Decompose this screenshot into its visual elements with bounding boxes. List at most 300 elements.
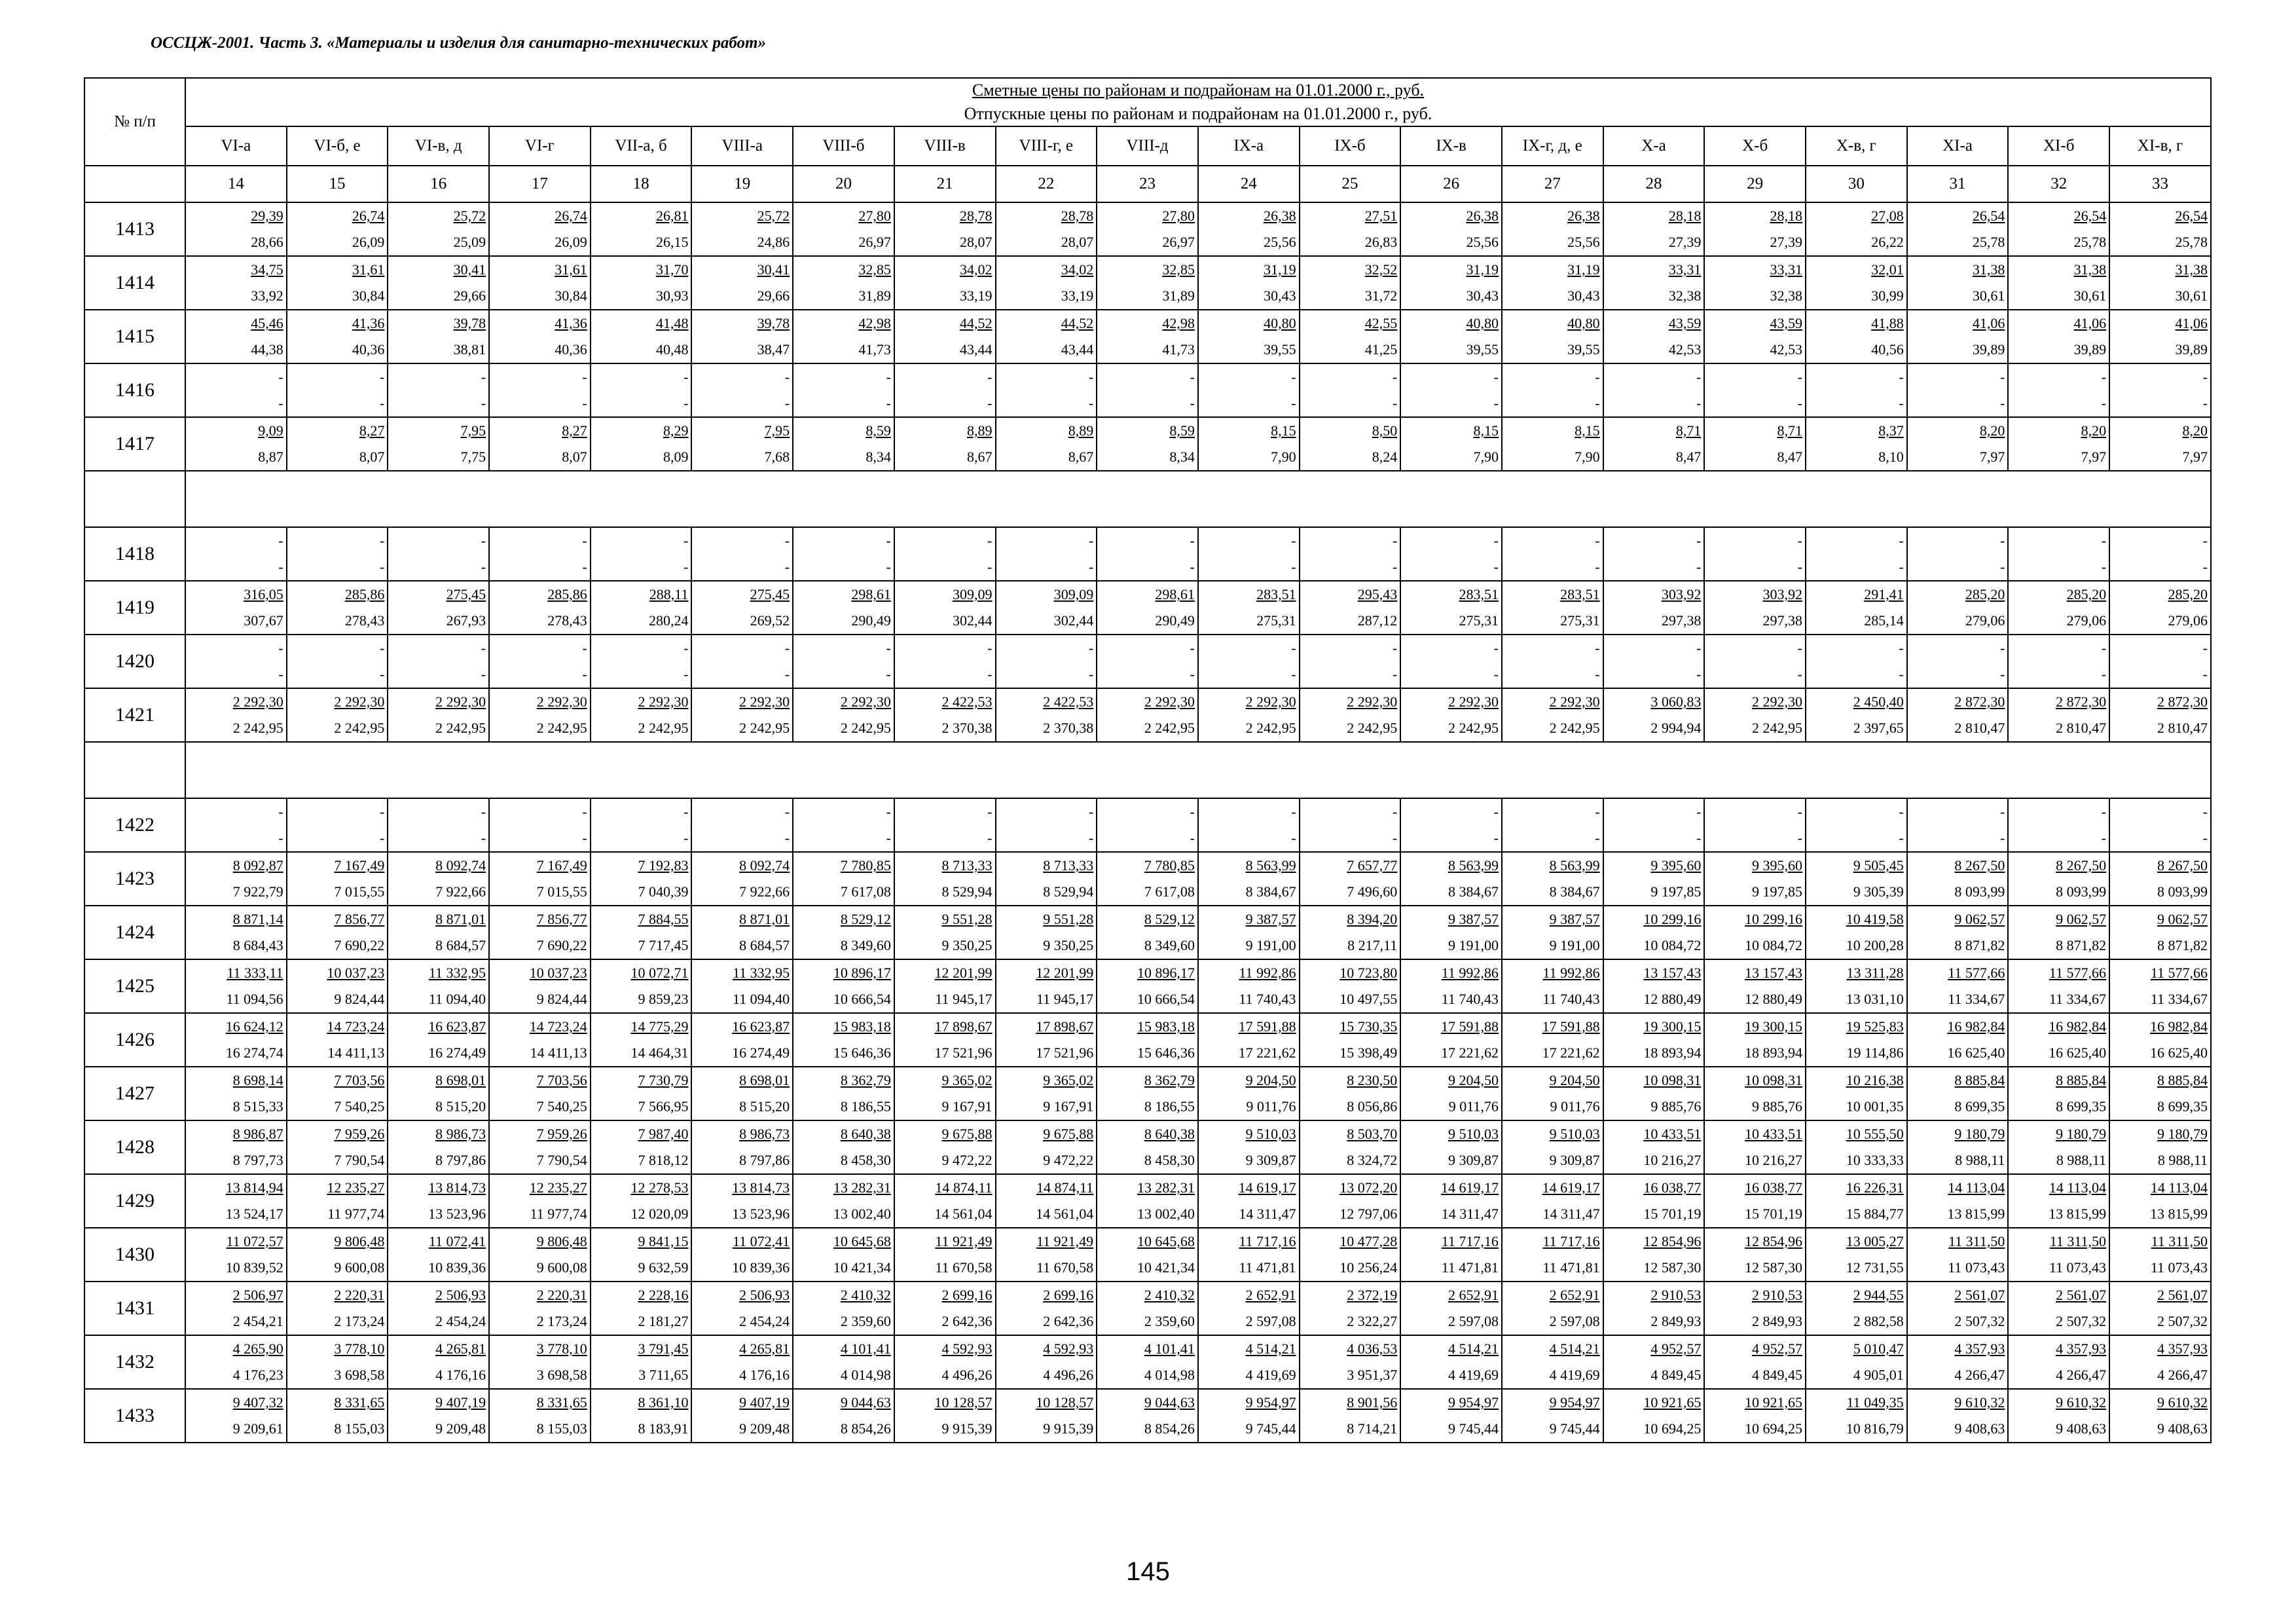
price-cell [2008,1120,2109,1174]
release-price: 9 011,76 [1550,1098,1600,1115]
estimated-price: 9 062,57 [2056,911,2107,927]
price-cell [691,1120,793,1174]
release-price: 9 885,76 [1752,1098,1802,1115]
price-cell [591,688,692,742]
price-cell [1097,906,1198,959]
price-cell [388,1335,489,1389]
empty-price-mark: - [1797,559,1802,575]
release-price: 25,56 [1466,234,1499,250]
release-price: 43,44 [1061,341,1094,358]
release-price: 302,44 [1053,612,1094,629]
release-price: 29,66 [453,287,486,304]
price-cell [1300,202,1401,256]
price-cell [996,363,1097,417]
empty-price-mark: - [278,395,283,411]
release-price: 16 274,74 [225,1044,283,1061]
estimated-price: 2 220,31 [334,1287,385,1303]
release-price: 8 871,82 [2157,937,2208,953]
estimated-price: 7 192,83 [638,857,689,874]
row-number: 1413 [84,202,185,256]
estimated-price: 2 292,30 [1347,693,1398,710]
release-price: 11 073,43 [2150,1259,2208,1276]
estimated-price: 8,71 [1777,422,1802,439]
table-row [84,363,2211,417]
estimated-price: 7,95 [764,422,790,439]
empty-price-mark: - [1493,830,1499,846]
release-price: 7 617,08 [840,883,891,900]
release-price: 279,06 [1965,612,2005,629]
estimated-price: 8,20 [2081,422,2107,439]
release-price: 25,78 [2073,234,2107,250]
price-cell [287,688,388,742]
release-price: 8 093,99 [1954,883,2005,900]
estimated-price: 2 652,91 [1549,1287,1600,1303]
estimated-price: 26,38 [1264,208,1296,224]
release-price: 8,47 [1777,449,1802,465]
release-price: 2 454,24 [739,1313,790,1329]
estimated-price: 309,09 [1053,586,1094,602]
release-price: 11 471,81 [1441,1259,1499,1276]
row-number: 1424 [84,906,185,959]
price-cell [1806,581,1907,635]
estimated-price: 42,98 [858,315,891,331]
estimated-price: 11 577,66 [1948,965,2005,981]
price-cell [1400,635,1502,688]
release-price: 7 690,22 [536,937,587,953]
price-cell [2109,1335,2211,1389]
price-cell [1097,527,1198,581]
price-cell [1704,310,1806,363]
table-row [84,906,2211,959]
estimated-price: 30,41 [757,261,790,278]
table-row [84,1335,2211,1389]
release-price: 32,38 [1770,287,1802,304]
release-price: 290,49 [851,612,891,629]
price-cell [185,256,287,310]
empty-price-mark: - [2101,803,2107,820]
release-price: 25,09 [453,234,486,250]
estimated-price: 10 128,57 [934,1394,993,1411]
price-cell [1400,906,1502,959]
release-price: 11 334,67 [2049,991,2107,1007]
estimated-price: 41,06 [2073,315,2107,331]
price-cell [793,1228,894,1282]
price-cell [489,798,591,852]
price-cell [1400,310,1502,363]
spacer-cell [84,742,185,798]
empty-price-mark: - [481,830,486,846]
empty-price-mark: - [1190,559,1195,575]
release-price: 8 217,11 [1347,937,1398,953]
estimated-price: 8 871,14 [232,911,283,927]
estimated-price: 13 005,27 [1846,1233,1904,1249]
empty-price-mark: - [1696,640,1702,656]
release-price: 3 698,58 [334,1367,385,1383]
release-price: 2 173,24 [536,1313,587,1329]
price-cell [894,1013,996,1067]
release-price: 11 094,40 [732,991,790,1007]
release-price: 13 002,40 [833,1206,891,1222]
release-price: 8 384,67 [1448,883,1499,900]
release-price: 9 305,39 [1853,883,1904,900]
estimated-price: 26,54 [2175,208,2208,224]
release-price: 8,67 [967,449,993,465]
price-cell [691,527,793,581]
empty-price-mark: - [1392,803,1398,820]
estimated-price: 31,19 [1466,261,1499,278]
price-cell [996,1335,1097,1389]
empty-price-mark: - [683,666,689,682]
release-price: 8 529,94 [941,883,993,900]
price-cell [2008,1335,2109,1389]
empty-price-mark: - [1190,803,1195,820]
release-price: 8,10 [1878,449,1904,465]
price-cell [1300,1389,1401,1443]
release-price: 13 002,40 [1137,1206,1195,1222]
estimated-price: 4 514,21 [1448,1340,1499,1357]
estimated-price: 9 551,28 [1043,911,1094,927]
release-price: 8 699,35 [2056,1098,2107,1115]
estimated-price: 9 510,03 [1448,1126,1499,1142]
release-price: 269,52 [750,612,790,629]
release-price: 13 524,17 [225,1206,283,1222]
empty-price-mark: - [2000,369,2005,385]
estimated-price: 9 841,15 [638,1233,689,1249]
price-cell [1907,202,2009,256]
release-price: 11 740,43 [1441,991,1499,1007]
price-cell [185,363,287,417]
price-cell [1704,959,1806,1013]
price-cell [996,798,1097,852]
column-number: 29 [1704,166,1806,202]
region-header: IX-б [1300,126,1401,166]
empty-price-mark: - [1392,369,1398,385]
estimated-price: 27,51 [1364,208,1398,224]
estimated-price: 44,52 [960,315,993,331]
estimated-price: 275,45 [446,586,486,602]
estimated-price: 316,05 [244,586,283,602]
empty-price-mark: - [1797,830,1802,846]
price-cell [591,202,692,256]
empty-price-mark: - [582,559,587,575]
release-price: 15 646,36 [1137,1044,1195,1061]
price-cell [1806,363,1907,417]
estimated-price: 8 267,50 [2157,857,2208,874]
table-row [84,798,2211,852]
price-cell [591,635,692,688]
estimated-price: 7,95 [460,422,486,439]
estimated-price: 11 072,57 [226,1233,283,1249]
price-cell [1097,202,1198,256]
region-header-row [84,126,2211,166]
empty-price-mark: - [1392,640,1398,656]
estimated-price: 8,50 [1372,422,1398,439]
table-row [84,1282,2211,1335]
empty-price-mark: - [2202,666,2208,682]
price-cell [489,1120,591,1174]
price-cell [1806,959,1907,1013]
price-cell [1300,1282,1401,1335]
estimated-price: 285,86 [344,586,385,602]
empty-price-mark: - [2000,640,2005,656]
release-price: 8 458,30 [1144,1152,1195,1168]
price-cell [996,635,1097,688]
price-cell [388,1282,489,1335]
release-price: 12 587,30 [1643,1259,1702,1276]
price-cell [996,1120,1097,1174]
estimated-price: 283,51 [1256,586,1296,602]
estimated-price: 14 619,17 [1440,1179,1499,1196]
price-cell [1400,852,1502,906]
empty-price-mark: - [987,559,993,575]
estimated-price: 32,01 [1871,261,1904,278]
price-cell [287,906,388,959]
estimated-price: 13 072,20 [1339,1179,1398,1196]
release-price: 12 731,55 [1846,1259,1904,1276]
release-price: 2 242,95 [1347,720,1398,736]
price-cell [1704,635,1806,688]
price-cell [1097,256,1198,310]
empty-price-mark: - [278,369,283,385]
estimated-price: 27,80 [1162,208,1195,224]
estimated-price: 9 044,63 [1144,1394,1195,1411]
estimated-price: 2 292,30 [1245,693,1296,710]
release-price: 2 322,27 [1347,1313,1398,1329]
release-price: 8 699,35 [2157,1098,2208,1115]
empty-price-mark: - [683,640,689,656]
empty-price-mark: - [1595,830,1600,846]
table-body [84,202,2211,1443]
estimated-price: 8 885,84 [2056,1072,2107,1088]
price-cell [691,1013,793,1067]
row-number: 1431 [84,1282,185,1335]
release-price: 2 242,95 [638,720,689,736]
price-cell [691,310,793,363]
estimated-price: 8,20 [1979,422,2005,439]
estimated-price: 2 506,93 [435,1287,486,1303]
estimated-price: 8,15 [1575,422,1600,439]
release-price: 10 839,36 [428,1259,486,1276]
table-row [84,635,2211,688]
empty-price-mark: - [481,395,486,411]
empty-price-mark: - [1595,803,1600,820]
price-cell [1502,635,1603,688]
estimated-price: 2 292,30 [1549,693,1600,710]
price-cell [2109,581,2211,635]
price-cell [1400,1389,1502,1443]
estimated-price: 16 623,87 [428,1018,486,1035]
price-cell [185,1389,287,1443]
estimated-price: 9 954,97 [1245,1394,1296,1411]
price-cell [591,852,692,906]
estimated-price: 8 362,79 [840,1072,891,1088]
estimated-price: 13 311,28 [1846,965,1904,981]
release-price: 9 745,44 [1245,1420,1296,1437]
estimated-price: 14 113,04 [1948,1179,2005,1196]
release-price: 10 694,25 [1745,1420,1802,1437]
document-header: ОССЦЖ-2001. Часть 3. «Материалы и изделия для санитарно-технических работ» [151,34,766,52]
price-cell [1907,256,2009,310]
price-cell [1603,1228,1705,1282]
release-price: 12 880,49 [1745,991,1802,1007]
price-cell [388,1120,489,1174]
release-price: 2 994,94 [1650,720,1702,736]
estimated-price: 9 204,50 [1549,1072,1600,1088]
empty-price-mark: - [1088,369,1094,385]
release-price: 11 073,43 [2049,1259,2107,1276]
estimated-price: 12 278,53 [630,1179,689,1196]
empty-price-mark: - [784,395,790,411]
price-cell [793,310,894,363]
price-cell [1806,527,1907,581]
empty-price-mark: - [683,532,689,549]
estimated-price: 7 780,85 [840,857,891,874]
price-cell [388,906,489,959]
row-number: 1418 [84,527,185,581]
price-cell [1502,363,1603,417]
release-price: 28,07 [960,234,993,250]
empty-price-mark: - [1190,666,1195,682]
price-cell [1097,1335,1198,1389]
release-price: 2 242,95 [232,720,283,736]
estimated-price: 10 921,65 [1643,1394,1702,1411]
release-price: 14 411,13 [327,1044,385,1061]
empty-price-mark: - [2000,666,2005,682]
price-cell [1502,1013,1603,1067]
price-cell [1502,202,1603,256]
price-cell [185,906,287,959]
price-cell [1198,310,1300,363]
estimated-price: 13 157,43 [1643,965,1702,981]
region-header: VI-г [489,126,591,166]
price-cell [894,798,996,852]
price-cell [1603,1013,1705,1067]
release-price: 8 155,03 [536,1420,587,1437]
price-cell [793,1282,894,1335]
release-price: 39,55 [1567,341,1600,358]
price-cell [1097,1120,1198,1174]
release-price: 41,73 [1162,341,1195,358]
price-cell [1097,1228,1198,1282]
estimated-price: 11 333,11 [227,965,283,981]
estimated-price: 14 775,29 [630,1018,689,1035]
estimated-prices-title: Сметные цены по районам и подрайонам на 01.01.2000 г., руб. [972,81,1425,100]
estimated-price: 8 563,99 [1245,857,1296,874]
empty-price-mark: - [784,369,790,385]
release-price: 275,31 [1459,612,1499,629]
price-cell [1097,581,1198,635]
release-price: 33,19 [960,287,993,304]
estimated-price: 11 717,16 [1441,1233,1499,1249]
price-cell [591,1120,692,1174]
empty-price-mark: - [2101,532,2107,549]
estimated-price: 12 201,99 [934,965,993,981]
price-cell [2109,363,2211,417]
estimated-price: 4 265,81 [739,1340,790,1357]
price-cell [1907,688,2009,742]
release-price: 17 221,62 [1542,1044,1600,1061]
estimated-price: 8,27 [359,422,385,439]
price-cell [388,798,489,852]
release-price: 17 521,96 [934,1044,993,1061]
estimated-price: 10 555,50 [1846,1126,1904,1142]
release-price: 4 419,69 [1549,1367,1600,1383]
empty-price-mark: - [1899,803,1904,820]
estimated-price: 9 407,19 [435,1394,486,1411]
empty-price-mark: - [1493,803,1499,820]
price-cell [793,527,894,581]
release-price: 2 242,95 [1549,720,1600,736]
price-cell [1097,798,1198,852]
price-cell [894,1282,996,1335]
empty-price-mark: - [1696,803,1702,820]
estimated-price: 10 037,23 [327,965,385,981]
row-number: 1432 [84,1335,185,1389]
release-price: 4 849,45 [1752,1367,1802,1383]
estimated-price: 9 954,97 [1448,1394,1499,1411]
empty-price-mark: - [683,559,689,575]
release-price: 16 625,40 [1947,1044,2005,1061]
price-cell [1603,959,1705,1013]
release-price: 7 922,79 [232,883,283,900]
empty-price-mark: - [2101,640,2107,656]
price-cell [1300,581,1401,635]
release-price: 8 684,43 [232,937,283,953]
estimated-price: 14 619,17 [1238,1179,1296,1196]
estimated-price: 10 723,80 [1339,965,1398,981]
estimated-price: 17 898,67 [1036,1018,1094,1035]
estimated-price: 2 652,91 [1448,1287,1499,1303]
estimated-price: 8,59 [1169,422,1195,439]
release-price: 11 334,67 [1948,991,2005,1007]
price-cell [2109,310,2211,363]
estimated-price: 15 730,35 [1339,1018,1398,1035]
estimated-price: 8 331,65 [536,1394,587,1411]
price-cell [185,852,287,906]
price-cell [793,959,894,1013]
estimated-price: 10 037,23 [529,965,587,981]
price-cell [691,256,793,310]
release-price: 11 945,17 [935,991,993,1007]
release-price: 285,14 [1864,612,1904,629]
estimated-price: 8,27 [562,422,587,439]
empty-price-mark: - [1088,395,1094,411]
release-price: 2 597,08 [1448,1313,1499,1329]
release-price: 9 915,39 [1043,1420,1094,1437]
row-number: 1425 [84,959,185,1013]
empty-price-mark: - [1493,666,1499,682]
release-price: 10 084,72 [1745,937,1802,953]
empty-price-mark: - [2202,803,2208,820]
price-cell [1400,527,1502,581]
price-cell [1198,959,1300,1013]
price-cell [1502,798,1603,852]
region-header: VII-а, б [591,126,692,166]
release-price: 2 810,47 [2157,720,2208,736]
price-cell [691,202,793,256]
price-cell [1198,417,1300,471]
empty-price-mark: - [886,532,891,549]
estimated-price: 8 529,12 [840,911,891,927]
release-price: 2 810,47 [1954,720,2005,736]
price-header [185,78,2211,126]
price-cell [1806,1228,1907,1282]
price-cell [1198,1282,1300,1335]
price-cell [489,256,591,310]
empty-price-mark: - [1392,830,1398,846]
price-cell [1400,959,1502,1013]
estimated-price: 2 699,16 [941,1287,993,1303]
